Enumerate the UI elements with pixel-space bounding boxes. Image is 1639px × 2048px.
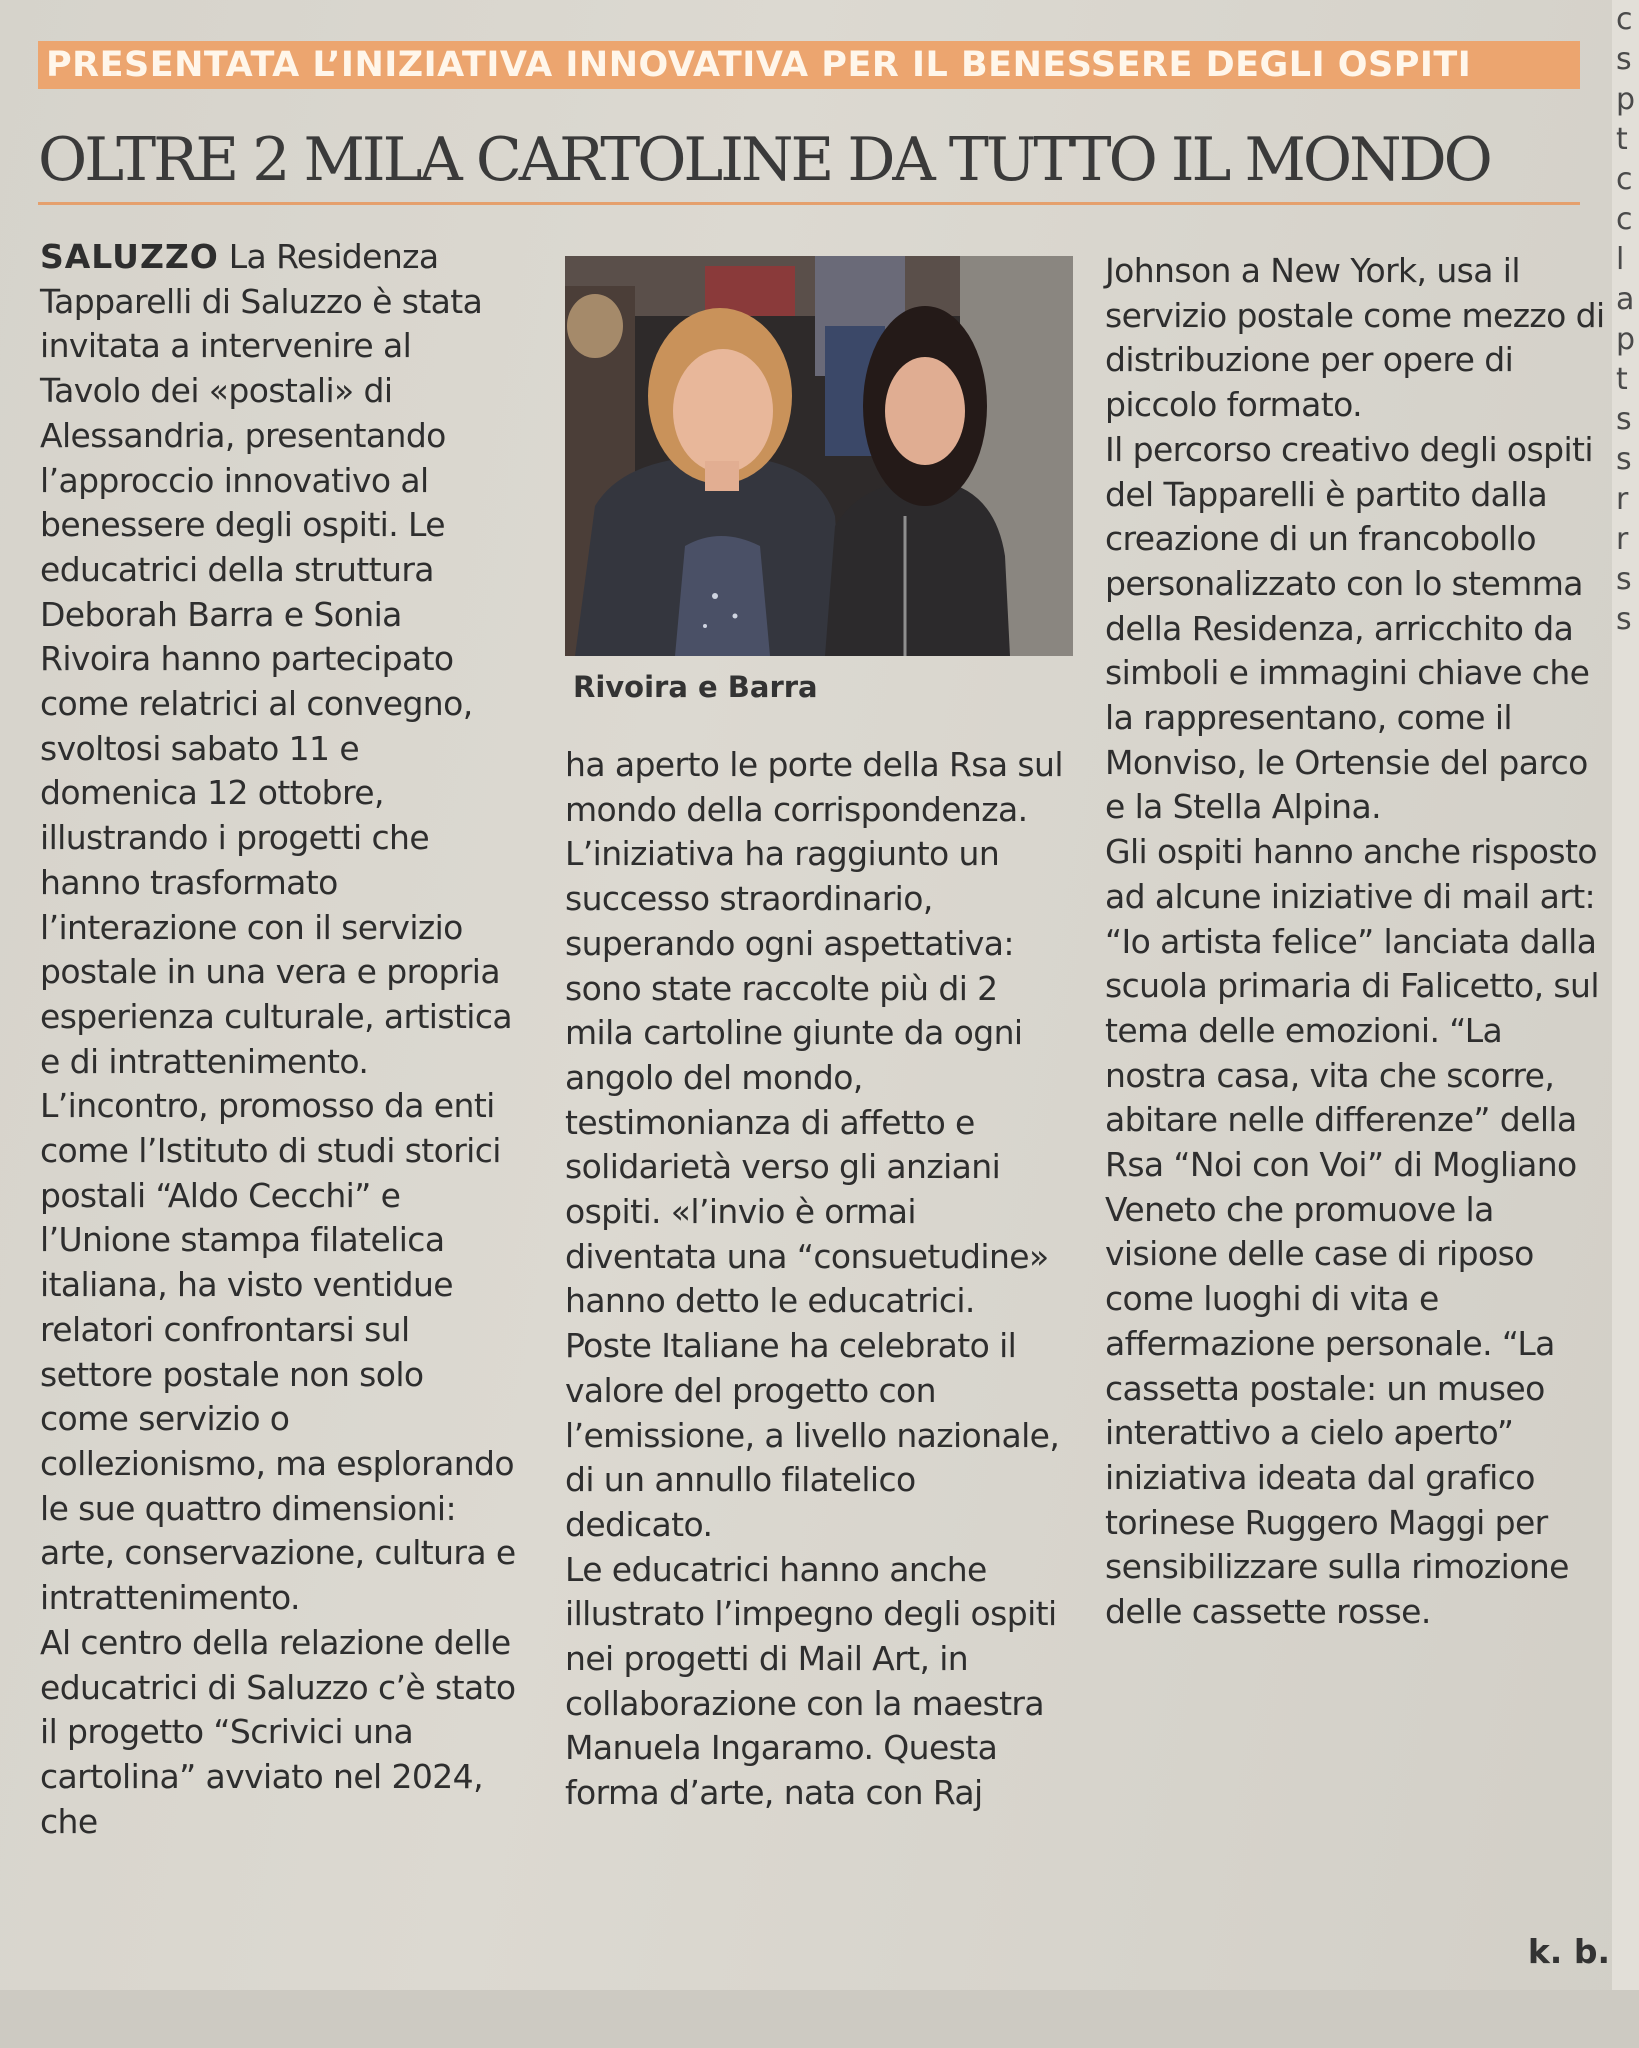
article-column-2 xyxy=(565,743,1065,1816)
fragment-letter: c xyxy=(1616,202,1633,237)
fragment-letter: c xyxy=(1616,2,1633,37)
headline: OLTRE 2 MILA CARTOLINE DA TUTTO IL MONDO xyxy=(38,118,1580,205)
photo-two-women xyxy=(565,256,1073,656)
fragment-letter: s xyxy=(1616,42,1632,77)
body-paragraph: Poste Italiane ha celebrato il valore del progetto con l’emissione, a livello nazionale, di un annullo filatelico dedicato. xyxy=(565,1326,1060,1544)
fragment-letter: s xyxy=(1616,602,1632,637)
fragment-letter: r xyxy=(1616,522,1629,557)
article-photo xyxy=(565,256,1073,656)
fragment-letter: s xyxy=(1616,442,1632,477)
fragment-letter: a xyxy=(1616,282,1635,317)
article-column-3 xyxy=(1105,249,1605,1635)
fragment-letter: t xyxy=(1616,122,1628,157)
fragment-letter: s xyxy=(1616,402,1632,437)
lead-paragraph xyxy=(40,235,520,1084)
page-margin xyxy=(0,1990,1639,2048)
lead-text: La Residenza Tapparelli di Saluzzo è stata invitata a intervenire al Tavolo dei «postali» di Alessandria, presentando l’approccio innovativo al benessere degli ospiti. Le educatrici della struttura Deborah Barra e Sonia Rivoira hanno partecipato come relatrici al convegno, svoltosi sabato 11 e domenica 12 ottobre, illustrando i progetti che hanno trasformato l’interazione con il servizio postale in una vera e propria esperienza culturale, artistica e di intrattenimento. xyxy=(40,237,513,1081)
body-paragraph: Johnson a New York, usa il servizio postale come mezzo di distribuzione per opere di piccolo formato. xyxy=(1105,251,1605,425)
fragment-letter: l xyxy=(1616,242,1625,277)
fragment-letter: c xyxy=(1616,162,1633,197)
body-paragraph: ha aperto le porte della Rsa sul mondo della corrispondenza. L’iniziativa ha raggiunto un successo straordinario, superando ogni aspettativa: sono state raccolte più di 2 mila cartoline giunte da ogni angolo del mondo, testimonianza di affetto e solidarietà verso gli anziani ospiti. «l’invio è ormai diventata una “consuetudine» hanno detto le educatrici. xyxy=(565,745,1063,1321)
body-paragraph: Gli ospiti hanno anche risposto ad alcune iniziative di mail art: “Io artista felice” lanciata dalla scuola primaria di Falicetto, sul tema delle emozioni. “La nostra casa, vita che scorre, abitare nelle differenze” della Rsa “Noi con Voi” di Mogliano Veneto che promuove la visione delle case di riposo come luoghi di vita e affermazione personale. “La cassetta postale: un museo interattivo a cielo aperto” iniziativa ideata dal grafico torinese Ruggero Maggi per sensibilizzare sulla rimozione delle cassette rosse. xyxy=(1105,832,1599,1632)
adjacent-article-fragment xyxy=(1612,0,1639,2048)
fragment-letter: p xyxy=(1616,82,1636,117)
body-paragraph: Al centro della relazione delle educatrici di Saluzzo c’è stato il progetto “Scrivici una cartolina” avviato nel 2024, che xyxy=(40,1622,516,1841)
fragment-letter: p xyxy=(1616,322,1636,357)
body-paragraph: Il percorso creativo degli ospiti del Tapparelli è partito dalla creazione di un francobollo personalizzato con lo stemma della Residenza, arricchito da simboli e immagini chiave che la rappresentano, come il Monviso, le Ortensie del parco e la Stella Alpina. xyxy=(1105,429,1593,827)
photo-caption: Rivoira e Barra xyxy=(573,670,818,704)
article-column-1 xyxy=(40,235,520,1844)
body-paragraph: Le educatrici hanno anche illustrato l’impegno degli ospiti nei progetti di Mail Art, in collaborazione con la maestra Manuela Ingaramo. Questa forma d’arte, nata con Raj xyxy=(565,1549,1057,1813)
author-initials: k. b. xyxy=(1527,1932,1610,1971)
fragment-letter: r xyxy=(1616,482,1629,517)
body-paragraph: L’incontro, promosso da enti come l’Istituto di studi storici postali “Aldo Cecchi” e l’Unione stampa filatelica italiana, ha visto ventidue relatori confrontarsi sul settore postale non solo come servizio o collezionismo, ma esplorando le sue quattro dimensioni: arte, conservazione, cultura e intrattenimento. xyxy=(40,1086,516,1618)
fragment-letter: s xyxy=(1616,562,1632,597)
dateline: SALUZZO xyxy=(40,237,219,276)
fragment-letter: t xyxy=(1616,362,1628,397)
kicker-band: PRESENTATA L’INIZIATIVA INNOVATIVA PER IL BENESSERE DEGLI OSPITI xyxy=(38,41,1580,89)
